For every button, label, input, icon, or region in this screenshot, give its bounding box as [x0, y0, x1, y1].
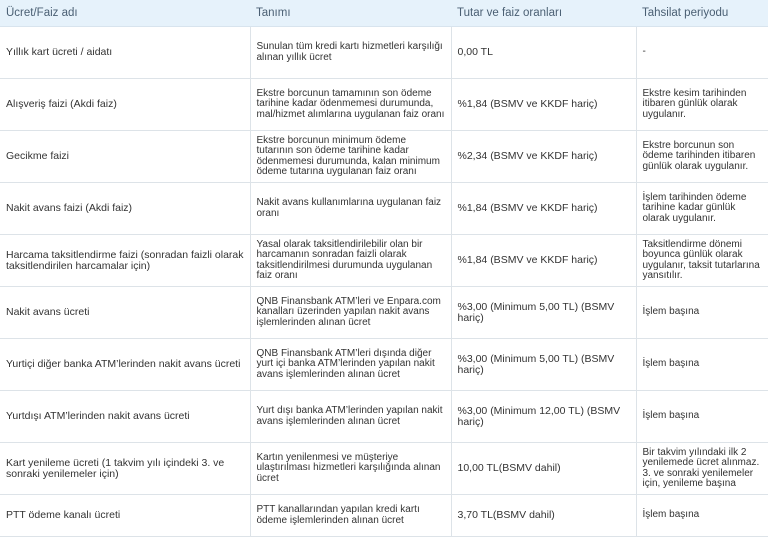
definition-cell: Kartın yenilenmesi ve müşteriye ulaştırılması hizmetleri karşılığında alınan ücret [250, 443, 451, 495]
fee-name-cell: Kart yenileme ücreti (1 takvim yılı içindeki 3. ve sonraki yenilemeler için) [0, 443, 250, 495]
header-fee-name: Ücret/Faiz adı [0, 0, 250, 27]
rate-cell: 3,70 TL(BSMV dahil) [451, 495, 636, 537]
table-row [0, 443, 768, 495]
definition-cell: Ekstre borcunun tamamının son ödeme tarihine kadar ödenmemesi durumunda, mal/hizmet alımlarına uygulanan faiz oranı [250, 79, 451, 131]
table-row [0, 131, 768, 183]
definition-cell: QNB Finansbank ATM’leri ve Enpara.com kanalları üzerinden yapılan nakit avans işlemlerinden alınan ücret [250, 287, 451, 339]
period-cell: İşlem başına [636, 339, 768, 391]
table-row [0, 339, 768, 391]
rate-cell: %3,00 (Minimum 12,00 TL) (BSMV hariç) [451, 391, 636, 443]
fee-name-cell: Yıllık kart ücreti / aidatı [0, 27, 250, 79]
definition-cell: Nakit avans kullanımlarına uygulanan faiz oranı [250, 183, 451, 235]
fee-name-cell: Harcama taksitlendirme faizi (sonradan faizli olarak taksitlendirilen harcamalar için) [0, 235, 250, 287]
fee-name-cell: Yurtiçi diğer banka ATM’lerinden nakit avans ücreti [0, 339, 250, 391]
rate-cell: %1,84 (BSMV ve KKDF hariç) [451, 79, 636, 131]
fee-name-cell: Yurtdışı ATM’lerinden nakit avans ücreti [0, 391, 250, 443]
definition-cell: PTT kanallarından yapılan kredi kartı ödeme işlemlerinden alınan ücret [250, 495, 451, 537]
table-row [0, 27, 768, 79]
rate-cell: %1,84 (BSMV ve KKDF hariç) [451, 183, 636, 235]
rate-cell: %3,00 (Minimum 5,00 TL) (BSMV hariç) [451, 339, 636, 391]
header-collection-period: Tahsilat periyodu [636, 0, 768, 27]
rate-cell: %2,34 (BSMV ve KKDF hariç) [451, 131, 636, 183]
table-row [0, 495, 768, 537]
period-cell: İşlem başına [636, 287, 768, 339]
period-cell: Taksitlendirme dönemi boyunca günlük olarak uygulanır, taksit tutarlarına yansıtılır. [636, 235, 768, 287]
table-row [0, 183, 768, 235]
definition-cell: QNB Finansbank ATM’leri dışında diğer yurt içi banka ATM’lerinden yapılan nakit avans işlemlerinden alınan ücret [250, 339, 451, 391]
period-cell: İşlem başına [636, 495, 768, 537]
period-cell: Bir takvim yılındaki ilk 2 yenilemede ücret alınmaz. 3. ve sonraki yenilemeler için, yenileme başına [636, 443, 768, 495]
fee-name-cell: Nakit avans faizi (Akdi faiz) [0, 183, 250, 235]
definition-cell: Yurt dışı banka ATM’lerinden yapılan nakit avans işlemlerinden alınan ücret [250, 391, 451, 443]
header-amount-rate: Tutar ve faiz oranları [451, 0, 636, 27]
table-row [0, 79, 768, 131]
table-row [0, 287, 768, 339]
fee-name-cell: Nakit avans ücreti [0, 287, 250, 339]
rate-cell: %3,00 (Minimum 5,00 TL) (BSMV hariç) [451, 287, 636, 339]
table-row [0, 391, 768, 443]
definition-cell: Ekstre borcunun minimum ödeme tutarının son ödeme tarihine kadar ödenmemesi durumunda, kalan minimum ödeme tutarına uygulanan faiz oranı [250, 131, 451, 183]
period-cell: Ekstre borcunun son ödeme tarihinden itibaren günlük olarak uygulanır. [636, 131, 768, 183]
rate-cell: 10,00 TL(BSMV dahil) [451, 443, 636, 495]
definition-cell: Yasal olarak taksitlendirilebilir olan bir harcamanın sonradan faizli olarak taksitlendirilmesi durumunda uygulanan faiz oranı [250, 235, 451, 287]
period-cell: Ekstre kesim tarihinden itibaren günlük olarak uygulanır. [636, 79, 768, 131]
rate-cell: %1,84 (BSMV ve KKDF hariç) [451, 235, 636, 287]
period-cell: İşlem başına [636, 391, 768, 443]
table-header-row [0, 0, 768, 27]
period-cell: - [636, 27, 768, 79]
fee-name-cell: Gecikme faizi [0, 131, 250, 183]
period-cell: İşlem tarihinden ödeme tarihine kadar günlük olarak uygulanır. [636, 183, 768, 235]
fee-name-cell: PTT ödeme kanalı ücreti [0, 495, 250, 537]
rate-cell: 0,00 TL [451, 27, 636, 79]
fee-name-cell: Alışveriş faizi (Akdi faiz) [0, 79, 250, 131]
table-row [0, 235, 768, 287]
definition-cell: Sunulan tüm kredi kartı hizmetleri karşılığı alınan yıllık ücret [250, 27, 451, 79]
header-definition: Tanımı [250, 0, 451, 27]
